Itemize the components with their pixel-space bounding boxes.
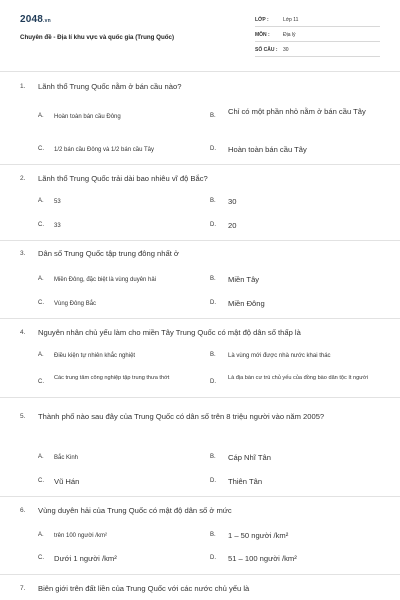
question-divider [0, 240, 400, 241]
option-text: 20 [228, 221, 237, 230]
option-text: 1/2 bán cầu Đông và 1/2 bán cầu Tây [54, 147, 154, 153]
option-text: 30 [228, 197, 237, 206]
option-letter: A. [38, 532, 44, 538]
header-divider [0, 71, 400, 72]
option-text: Miền Đông, đặc biệt là vùng duyên hải [54, 277, 157, 283]
meta-subject-value: Địa lý [283, 32, 296, 38]
option-letter: B. [210, 454, 216, 460]
option-letter: A. [38, 113, 44, 119]
option-letter: D. [210, 379, 216, 385]
option-letter: C. [38, 478, 44, 484]
question-divider [0, 496, 400, 497]
option-text: Là vùng mới được nhà nước khai thác [228, 353, 331, 359]
option-letter: D. [210, 555, 216, 561]
option-text: Hoàn toàn bán cầu Đông [54, 114, 121, 120]
question-text: Dân số Trung Quốc tập trung đông nhất ở [38, 249, 179, 258]
question-text: Vùng duyên hải của Trung Quốc có mật độ dân số ở mức [38, 506, 232, 515]
option-letter: D. [210, 222, 216, 228]
option-letter: A. [38, 198, 44, 204]
logo-text: 2048 [20, 14, 44, 25]
option-text: Hoàn toàn bán cầu Tây [228, 145, 307, 154]
option-text: Các trung tâm công nghiệp tập trung thưa thớt [54, 375, 170, 381]
option-text: Thiên Tân [228, 477, 263, 486]
option-letter: B. [210, 113, 216, 119]
question-number: 6. [20, 507, 26, 514]
question-divider [0, 164, 400, 165]
option-text: Là địa bàn cư trú chủ yếu của đồng bào dân tộc ít người [228, 375, 368, 381]
option-letter: D. [210, 478, 216, 484]
question-text: Lãnh thổ Trung Quốc nằm ở bán cầu nào? [38, 82, 182, 91]
option-text: Miền Đông [228, 299, 265, 308]
option-text: 1 – 50 người /km² [228, 531, 289, 540]
option-letter: D. [210, 146, 216, 152]
option-letter: A. [38, 276, 44, 282]
option-letter: B. [210, 352, 216, 358]
option-letter: A. [38, 454, 44, 460]
option-text: Vũ Hán [54, 477, 80, 486]
question-number: 4. [20, 329, 26, 336]
option-text: Điều kiện tự nhiên khắc nghiệt [54, 353, 136, 359]
meta-grade-value: Lớp 11 [283, 17, 299, 23]
meta-count-value: 30 [283, 47, 289, 53]
page-header [0, 0, 400, 68]
option-text: 51 – 100 người /km² [228, 554, 297, 563]
option-text: Miền Tây [228, 275, 260, 284]
option-letter: C. [38, 555, 44, 561]
question-text: Thành phố nào sau đây của Trung Quốc có dân số trên 8 triệu người vào năm 2005? [38, 412, 325, 421]
meta-subject [255, 28, 380, 42]
option-letter: D. [210, 300, 216, 306]
option-text: Chỉ có một phần nhỏ nằm ở bán cầu Tây [228, 107, 366, 116]
meta-count-label: SỐ CÂU : [255, 47, 278, 53]
option-letter: A. [38, 352, 44, 358]
meta-grade-label: LỚP : [255, 17, 269, 23]
question-number: 7. [20, 585, 26, 592]
option-letter: C. [38, 222, 44, 228]
option-letter: B. [210, 532, 216, 538]
option-letter: B. [210, 276, 216, 282]
question-text: Nguyên nhân chủ yếu làm cho miền Tây Trung Quốc có mật độ dân số thấp là [38, 328, 301, 337]
option-letter: C. [38, 146, 44, 152]
option-letter: C. [38, 379, 44, 385]
meta-grade [255, 13, 380, 27]
question-divider [0, 318, 400, 319]
question-number: 5. [20, 413, 26, 420]
question-text: Biên giới trên đất liền của Trung Quốc với các nước chủ yếu là [38, 584, 250, 593]
option-text: Dưới 1 người /km² [54, 554, 117, 563]
option-text: 53 [54, 199, 61, 205]
option-text: Vùng Đông Bắc [54, 301, 97, 307]
question-divider [0, 397, 400, 398]
option-letter: C. [38, 300, 44, 306]
option-letter: B. [210, 198, 216, 204]
page-title: Chuyên đề - Địa lí khu vực và quốc gia (Trung Quốc) [20, 34, 175, 41]
question-number: 3. [20, 250, 26, 257]
option-text: Cáp Nhĩ Tân [228, 453, 271, 462]
question-number: 1. [20, 83, 26, 90]
logo-suffix: .vn [43, 18, 51, 24]
meta-subject-label: MÔN : [255, 32, 270, 38]
question-number: 2. [20, 175, 26, 182]
site-logo[interactable] [20, 14, 51, 25]
option-text: Bắc Kinh [54, 455, 79, 461]
question-divider [0, 574, 400, 575]
option-text: trên 100 người /km² [54, 533, 107, 539]
meta-count [255, 43, 380, 57]
option-text: 33 [54, 223, 61, 229]
question-text: Lãnh thổ Trung Quốc trải dài bao nhiêu vĩ độ Bắc? [38, 174, 208, 183]
